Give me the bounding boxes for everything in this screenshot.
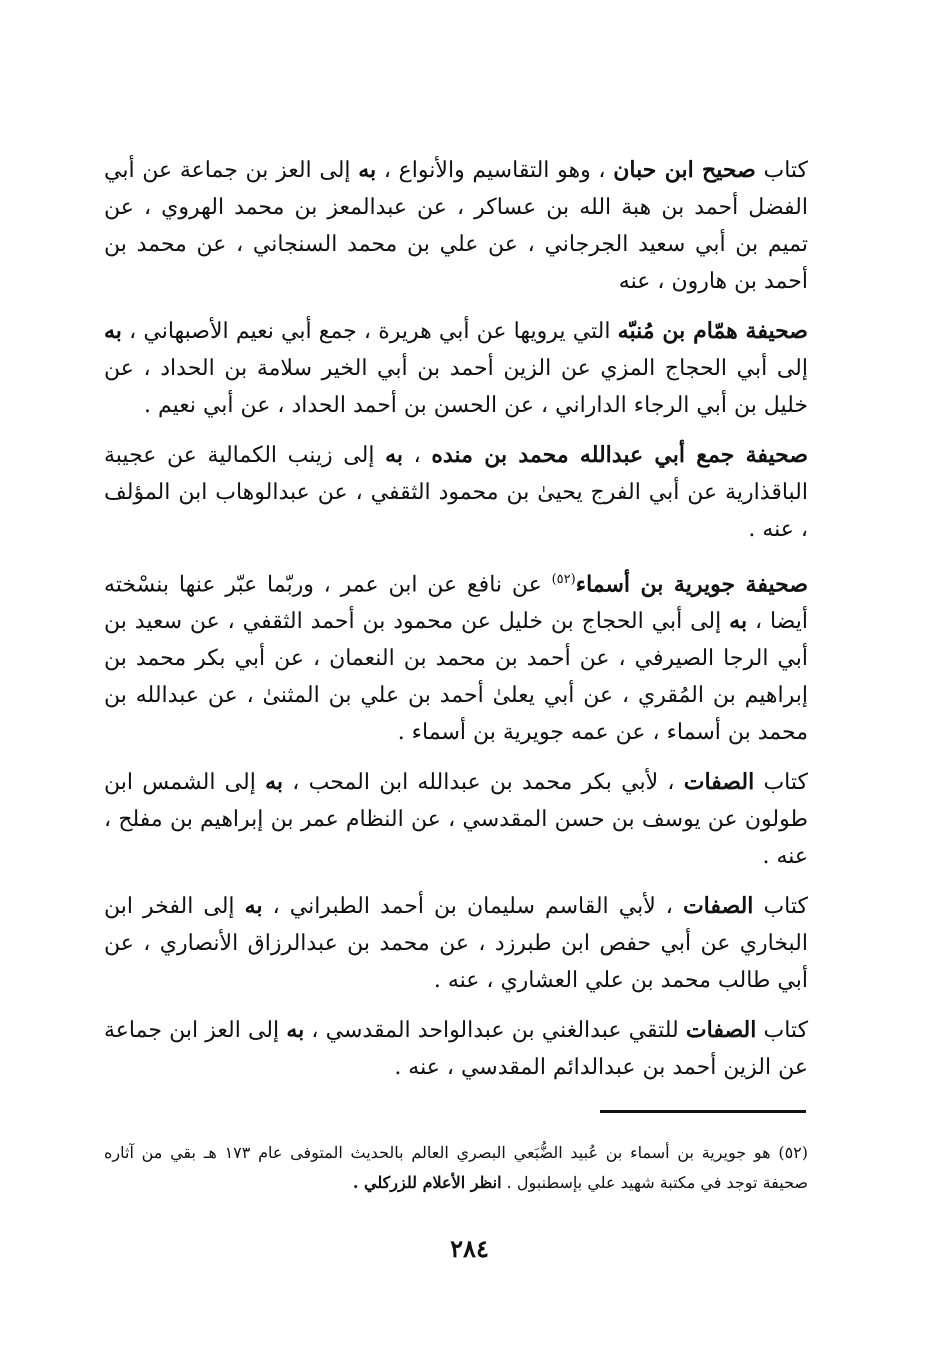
paragraph-title: صحيفة جويرية بن أسماء (575, 571, 809, 598)
chain-marker: به (358, 157, 377, 183)
paragraph-text: إلى أبي الحجاج بن خليل عن محمود بن أحمد الثقفي ، عن سعيد بن أبي الرجا الصيرفي ، عن أحمد بن محمد بن النعمان ، عن أبي بكر محمد بن إبراهيم بن المُقري ، عن أبي يعلىٰ أحمد بن علي بن المثنىٰ ، عن عبدالله بن محمد بن أسماء ، عن عمه جويرية بن أسماء . (104, 609, 808, 746)
footnote-reference-source: انظر الأعلام للزركلي . (352, 1173, 502, 1192)
paragraph-sifat-tabarani (104, 888, 808, 999)
footnote-text: (٥٢) هو جويرية بن أسماء بن عُبيد الضُّبَعي البصري العالم بالحديث المتوفى عام ١٧٣ هـ بقي من آثاره صحيفة توجد في مكتبة شهيد علي بإسطنبول . (104, 1143, 809, 1192)
paragraph-lead: كتاب (763, 894, 808, 920)
paragraph-sifat-ibn-muhib (104, 764, 808, 875)
chain-marker: به (385, 442, 404, 468)
paragraph-title: الصفات (682, 893, 754, 920)
paragraph-lead: كتاب (763, 158, 809, 183)
chain-marker: به (265, 769, 284, 796)
paragraph-text: إلى زينب الكمالية عن عجيبة الباقذارية عن أبي الفرج يحيىٰ بن محمود الثقفي ، عن عبدالوهاب ابن المؤلف ، عنه . (104, 443, 808, 542)
chain-marker: به (729, 608, 748, 635)
paragraph-lead: كتاب (763, 1018, 809, 1044)
paragraph-sahih-ibn-hibban (104, 152, 808, 300)
paragraph-title: الصفات (683, 769, 755, 796)
paragraph-text: إلى أبي الحجاج المزي عن الزين أحمد بن أبي الخير سلامة بن الحداد ، عن خليل بن أبي الرجاء الداراني ، عن الحسن بن أحمد الحداد ، عن أبي نعيم . (104, 356, 808, 418)
chain-marker: به (244, 893, 263, 920)
footnote-divider (600, 1110, 806, 1113)
chain-marker: به (104, 318, 122, 344)
main-text (104, 152, 808, 1099)
paragraph-text: ، (413, 443, 421, 468)
paragraph-text: إلى الشمس ابن طولون عن يوسف بن حسن المقدسي ، عن النظام عمر بن إبراهيم بن مفلح ، عنه . (104, 770, 808, 870)
paragraph-sahifa-juwayriya (104, 561, 808, 751)
paragraph-text: للتقي عبدالغني بن عبدالواحد المقدسي ، (311, 1018, 679, 1044)
paragraph-text: عن نافع عن ابن عمر ، وربّما عبّر عنها بنسْخته أيضا ، (104, 572, 808, 635)
paragraph-text: إلى العز ابن جماعة عن الزين أحمد بن عبدالدائم المقدسي ، عنه . (104, 1018, 808, 1081)
paragraph-text: ، لأبي القاسم سليمان بن أحمد الطبراني ، (272, 894, 673, 920)
paragraph-title: صحيفة همّام بن مُنبّه (617, 318, 808, 344)
paragraph-title: الصفات (685, 1017, 757, 1044)
page-number: ٢٨٤ (450, 1234, 489, 1263)
footnote (104, 1138, 808, 1198)
paragraph-text: التي يرويها عن أبي هريرة ، جمع أبي نعيم الأصبهاني ، (129, 319, 611, 344)
paragraph-sahifa-hammam (104, 313, 808, 424)
paragraph-lead: كتاب (763, 770, 808, 796)
footnote-reference: (٥٢) (551, 572, 576, 587)
paragraph-text: إلى الفخر ابن البخاري عن أبي حفص ابن طبرزد ، عن محمد بن عبدالرزاق الأنصاري ، عن أبي طالب محمد بن علي العشاري ، عنه . (104, 894, 808, 994)
paragraph-sifat-abdulghani (104, 1012, 808, 1086)
paragraph-text: ، لأبي بكر محمد بن عبدالله ابن المحب ، (292, 770, 675, 796)
paragraph-text: إلى العز بن جماعة عن أبي الفضل أحمد بن هبة الله بن عساكر ، عن عبدالمعز بن محمد الهروي ، عن تميم بن أبي سعيد الجرجاني ، عن علي بن محمد السنجاني ، عن محمد بن أحمد بن هارون ، عنه (104, 158, 808, 294)
paragraph-title: صحيفة جمع أبي عبدالله محمد بن منده (431, 442, 809, 468)
paragraph-sahifa-ibn-mandah (104, 437, 808, 548)
paragraph-title: صحيح ابن حبان (613, 157, 756, 183)
paragraph-text: ، وهو التقاسيم والأنواع ، (383, 158, 606, 183)
chain-marker: به (286, 1017, 305, 1044)
